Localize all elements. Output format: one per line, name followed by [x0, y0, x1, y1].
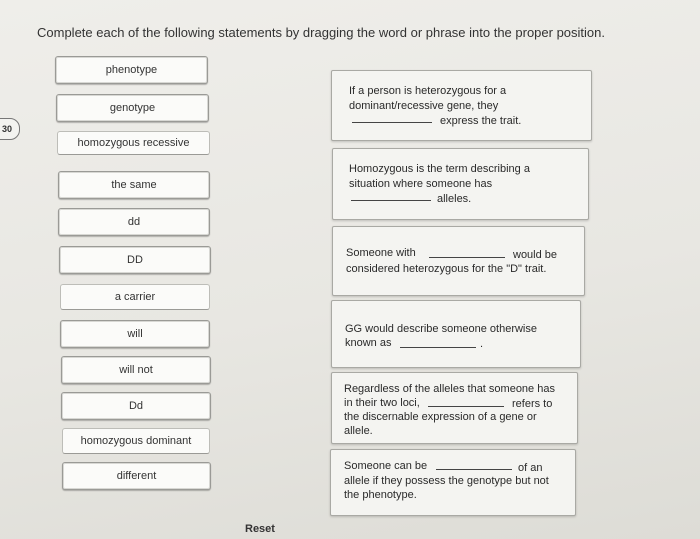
word-tile-will-not[interactable]: will not [61, 356, 211, 384]
word-tile-Dd[interactable]: Dd [61, 392, 211, 420]
statement-5-line-4: allele. [344, 425, 373, 437]
word-tile-dd[interactable]: dd [58, 208, 210, 236]
statement-box-6 [330, 449, 576, 516]
word-tile-homozygous-recessive[interactable]: homozygous recessive [57, 131, 210, 155]
word-tile-homozygous-dominant[interactable]: homozygous dominant [62, 428, 210, 454]
statement-5-line-1: Regardless of the alleles that someone has [344, 383, 555, 395]
drop-blank-4[interactable] [400, 338, 476, 348]
statement-1-line-2: dominant/recessive gene, they [349, 100, 499, 112]
word-tile-DD[interactable]: DD [59, 246, 211, 274]
statement-box-3 [332, 226, 585, 296]
statement-2-line-3: alleles. [437, 193, 472, 205]
question-number-tab[interactable]: 30 [0, 118, 20, 140]
drop-blank-5[interactable] [428, 397, 504, 407]
statement-3-text-b: would be [513, 249, 558, 261]
statement-box-2 [332, 148, 589, 220]
drop-blank-1[interactable] [352, 113, 432, 123]
statement-1-line-1: If a person is heterozygous for a [349, 85, 507, 97]
statement-5-text-a: in their two loci, [344, 397, 420, 409]
reset-button[interactable]: Reset [245, 523, 275, 535]
statement-4-line-2: known as [345, 337, 392, 349]
statement-4-period: . [480, 338, 484, 350]
word-tile-phenotype[interactable]: phenotype [55, 56, 208, 84]
statement-6-line-3: the phenotype. [344, 489, 417, 501]
statement-2-line-2: situation where someone has [349, 178, 493, 190]
statement-5-text-b: refers to [512, 398, 553, 410]
statement-box-1 [331, 70, 592, 141]
statement-6-line-2: allele if they possess the genotype but not [344, 475, 549, 487]
word-tile-a-carrier[interactable]: a carrier [60, 284, 210, 310]
statement-2-line-1: Homozygous is the term describing a [349, 163, 530, 175]
statement-4-line-1: GG would describe someone otherwise [345, 323, 537, 335]
statement-6-text-b: of an [518, 462, 543, 474]
statement-box-4 [331, 300, 581, 368]
word-tile-genotype[interactable]: genotype [56, 94, 209, 122]
statement-5-line-3: the discernable expression of a gene or [344, 411, 537, 423]
statement-3-text-a: Someone with [346, 247, 416, 259]
statement-box-5 [331, 372, 578, 444]
instruction-text: Complete each of the following statements by dragging the word or phrase into the proper position. [37, 25, 606, 40]
word-tile-will[interactable]: will [60, 320, 210, 348]
statement-6-text-a: Someone can be [344, 460, 428, 472]
statement-3-line-2: considered heterozygous for the "D" trait. [346, 263, 547, 275]
word-tile-the-same[interactable]: the same [58, 171, 210, 199]
drop-blank-2[interactable] [351, 191, 431, 201]
drop-blank-6[interactable] [436, 460, 512, 470]
drop-blank-3[interactable] [429, 248, 505, 258]
statement-1-line-3: express the trait. [440, 115, 522, 127]
word-tile-different[interactable]: different [62, 462, 211, 490]
